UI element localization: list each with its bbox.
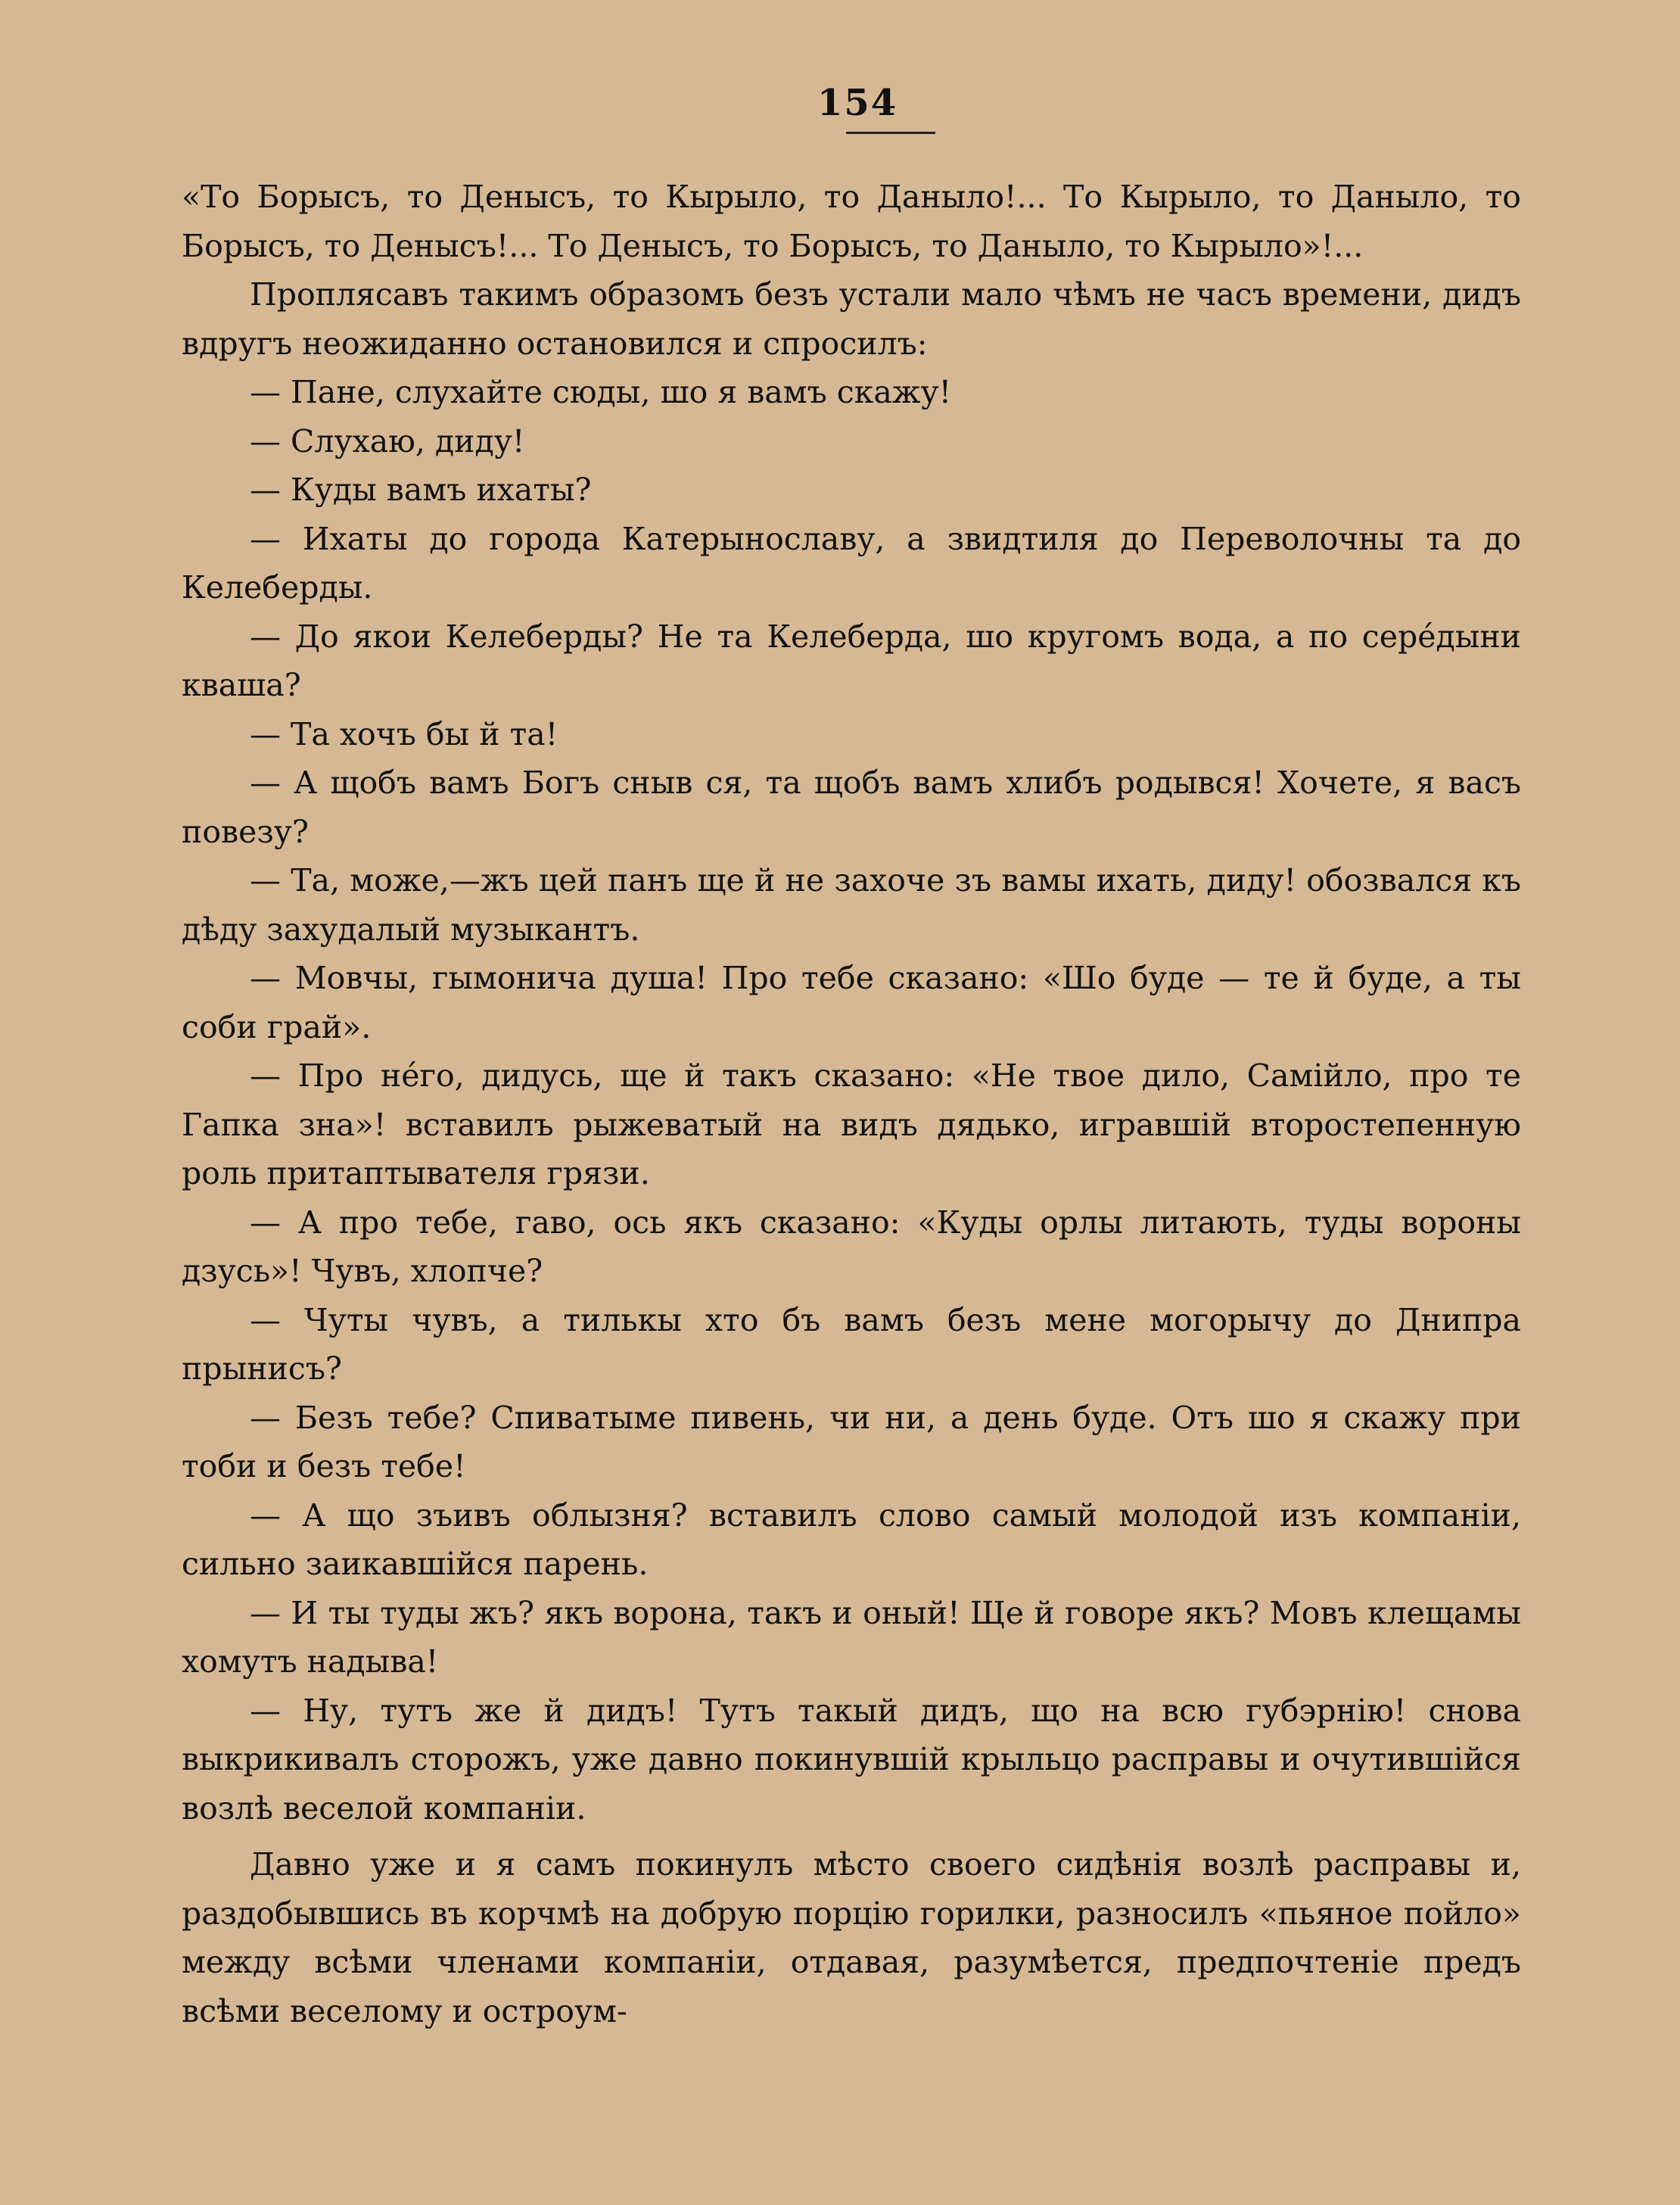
dialogue-line: — Безъ тебе? Спиватыме пивень, чи ни, а день буде. Отъ шо я скажу при тоби и безъ тебе! [182, 1399, 1521, 1484]
body-text [182, 173, 1521, 2035]
page-number-rule [846, 132, 935, 134]
dialogue-line: — А щобъ вамъ Богъ сныв ся, та щобъ вамъ хлибъ родывся! Хочете, я васъ повезу? [182, 765, 1521, 850]
dialogue-line: — Та хочъ бы й та! [250, 715, 558, 752]
dialogue-line: — Куды вамъ ихаты? [250, 472, 592, 508]
dialogue-line: — И ты туды жъ? якъ ворона, такъ и оный! Ще й говоре якъ? Мовъ клещамы хомутъ надыва! [182, 1594, 1521, 1680]
dialogue-line: — А про тебе, гаво, ось якъ сказано: «Куды орлы литають, туды вороны дзусь»! Чувъ, хлопче? [182, 1204, 1521, 1289]
dialogue-line: — Слухаю, диду! [250, 422, 525, 459]
dialogue-line: — Про нéго, дидусь, ще й такъ сказано: «Не твое дило, Самійло, про те Гапка зна»! вставилъ рыжеватый на видъ дядько, игравшій второстепенную роль притаптывателя грязи. [182, 1057, 1521, 1191]
dialogue-line: — Мовчы, гымонича душа! Про тебе сказано: «Шо буде — те й буде, а ты соби грай». [182, 960, 1521, 1045]
dialogue-line: — Чуты чувъ, а тилькы хто бъ вамъ безъ мене могорычу до Днипра прынисъ? [182, 1301, 1521, 1387]
dialogue-line: — Ихаты до города Катерынославу, а звидтиля до Переволочны та до Келеберды. [182, 520, 1521, 606]
page-number: 154 [817, 82, 898, 124]
dialogue-line: — Ну, тутъ же й дидъ! Тутъ такый дидъ, що на всю губэрнію! снова выкрикивалъ сторожъ, уже давно покинувшій крыльцо расправы и очутившійся возлѣ веселой компаніи. [182, 1692, 1521, 1827]
dialogue-line: — До якои Келеберды? Не та Келеберда, шо кругомъ вода, а по серéдыни кваша? [182, 618, 1521, 703]
paragraph: «То Борысъ, то Денысъ, то Кырыло, то Даныло!... То Кырыло, то Даныло, то Борысъ, то Денысъ!... То Денысъ, то Борысъ, то Даныло, то Кырыло»!... [182, 179, 1521, 264]
dialogue-line: — Та, може,—жъ цей панъ ще й не захоче зъ вамы ихать, диду! обозвался къ дѣду захудалый музыкантъ. [182, 862, 1521, 948]
dialogue-line: — Пане, слухайте сюды, шо я вамъ скажу! [250, 374, 952, 410]
paragraph: Давно уже и я самъ покинулъ мѣсто своего сидѣнія возлѣ расправы и, раздобывшись въ корчмѣ на добрую порцію горилки, разносилъ «пьяное пойло» между всѣми членами компаніи, отдавая, разумѣется, предпочтеніе предъ всѣми веселому и остроум- [182, 1846, 1521, 2029]
dialogue-line: — А що зъивъ облызня? вставилъ слово самый молодой изъ компаніи, сильно заикавшійся парень. [182, 1496, 1521, 1582]
paragraph: Проплясавъ такимъ образомъ безъ устали мало чѣмъ не часъ времени, дидъ вдругъ неожиданно остановился и спросилъ: [182, 276, 1521, 362]
